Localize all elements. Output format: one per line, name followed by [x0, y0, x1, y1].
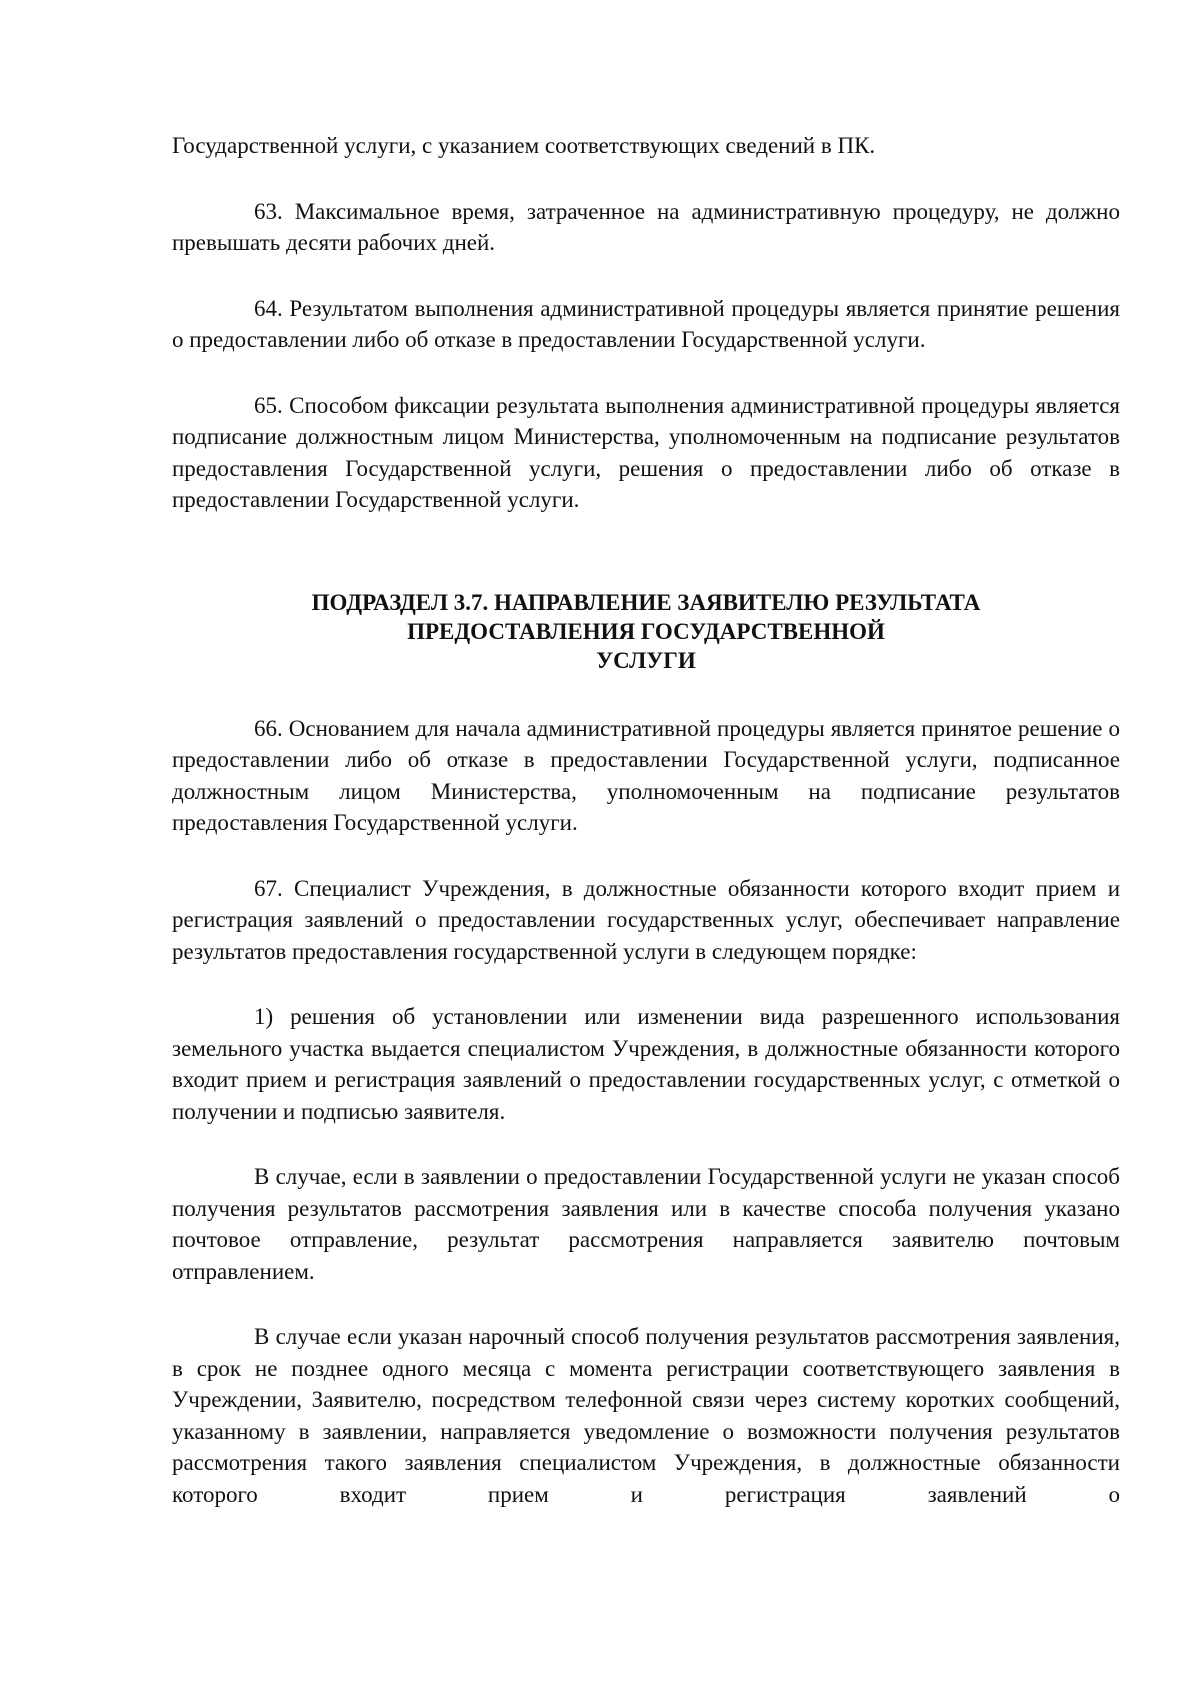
paragraph-65: 65. Способом фиксации результата выполнения административной процедуры является подписание должностным лицом Министерства, уполномоченным на подписание результатов предоставления Государственной услуги, решения о предоставлении либо об отказе в предоставлении Государственной услуги.	[172, 392, 1120, 512]
paragraph-courier-case: В случае если указан нарочный способ получения результатов рассмотрения заявления, в срок не позднее одного месяца с момента регистрации соответствующего заявления в Учреждении, Заявителю, посредством телефонной связи через систему коротких сообщений, указанному в заявлении, направляется уведомление о возможности получения результатов рассмотрения такого заявления специалистом Учреждения, в должностные обязанности которого входит прием и регистрация заявлений о	[172, 1324, 1120, 1507]
section-heading-line-3: УСЛУГИ	[596, 647, 696, 673]
paragraph-continuation: Государственной услуги, с указанием соответствующих сведений в ПК.	[172, 133, 876, 158]
paragraph-64: 64. Результатом выполнения административной процедуры является принятие решения о предоставлении либо об отказе в предоставлении Государственной услуги.	[172, 295, 1120, 352]
section-heading-line-1: ПОДРАЗДЕЛ 3.7. НАПРАВЛЕНИЕ ЗАЯВИТЕЛЮ РЕЗУЛЬТАТА	[311, 589, 981, 615]
section-heading-line-2: ПРЕДОСТАВЛЕНИЯ ГОСУДАРСТВЕННОЙ	[407, 618, 885, 644]
paragraph-postal-case: В случае, если в заявлении о предоставлении Государственной услуги не указан способ получения результатов рассмотрения заявления или в качестве способа получения указано почтовое отправление, результат рассмотрения направляется заявителю почтовым отправлением.	[172, 1164, 1120, 1284]
document-body	[172, 130, 1120, 1510]
paragraph-66: 66. Основанием для начала административной процедуры является принятое решение о предоставлении либо об отказе в предоставлении Государственной услуги, подписанное должностным лицом Министерства, уполномоченным на подписание результатов предоставления Государственной услуги.	[172, 715, 1120, 835]
paragraph-63: 63. Максимальное время, затраченное на административную процедуру, не должно превышать десяти рабочих дней.	[172, 198, 1120, 255]
paragraph-67: 67. Специалист Учреждения, в должностные обязанности которого входит прием и регистрация заявлений о предоставлении государственных услуг, обеспечивает направление результатов предоставления государственной услуги в следующем порядке:	[172, 875, 1120, 964]
paragraph-67-item-1: 1) решения об установлении или изменении вида разрешенного использования земельного участка выдается специалистом Учреждения, в должностные обязанности которого входит прием и регистрация заявлений о предоставлении государственных услуг, с отметкой о получении и подписью заявителя.	[172, 1004, 1120, 1124]
section-heading	[172, 588, 1120, 675]
